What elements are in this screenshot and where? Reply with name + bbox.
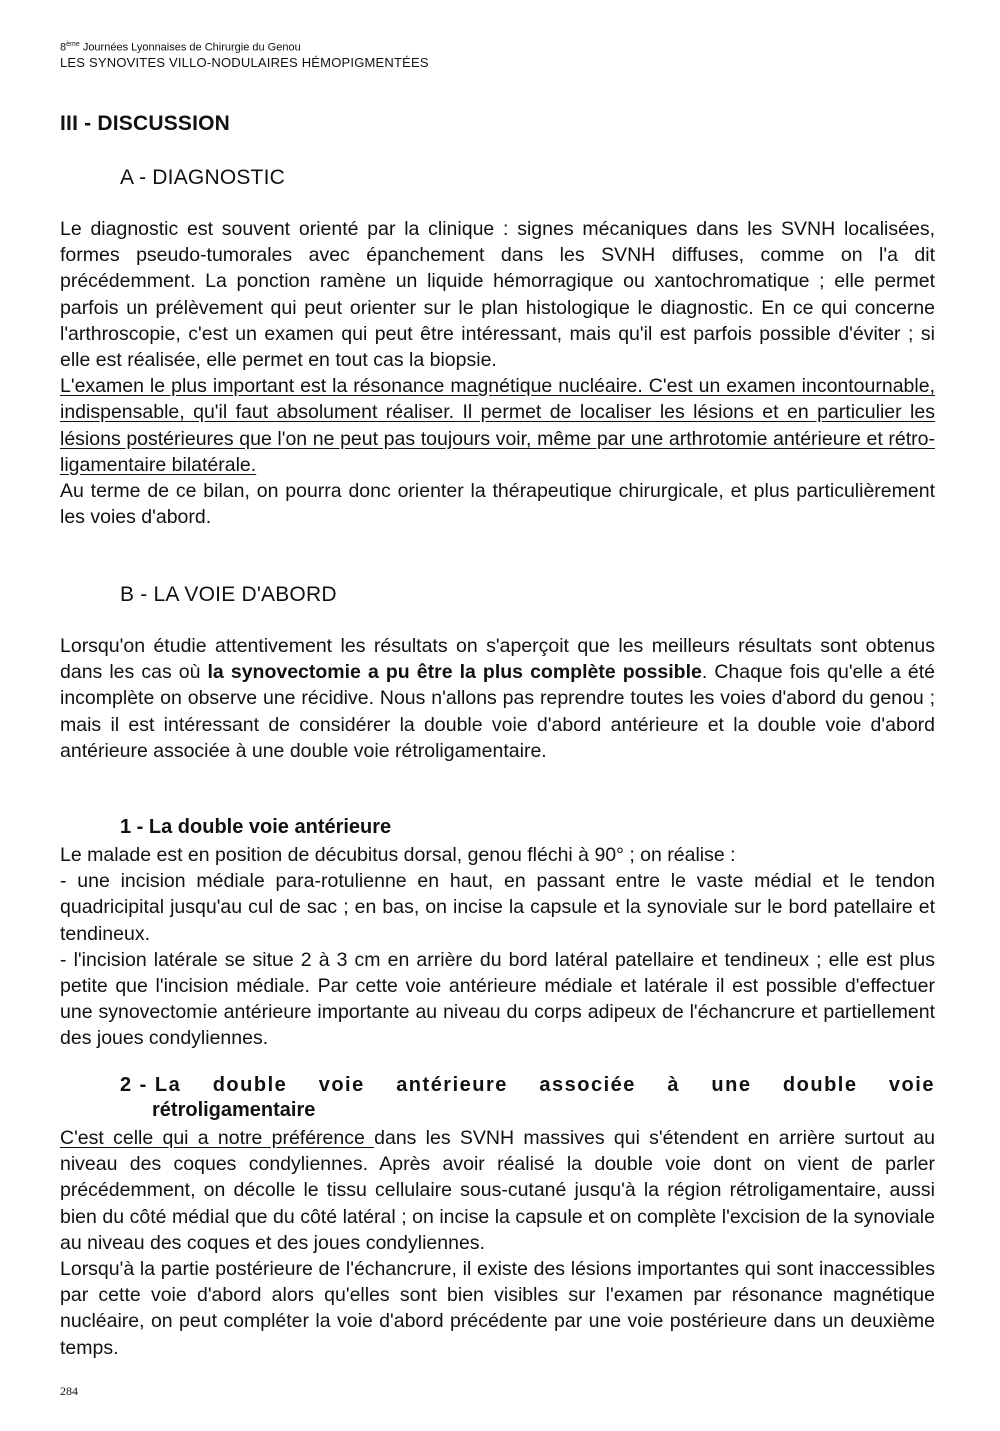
- edition-number: 8: [60, 41, 67, 54]
- sub1-text: [60, 842, 935, 1052]
- sub2-preference: C'est celle qui a notre préférence: [60, 1127, 375, 1149]
- diagnostic-paragraph-conclusion: Au terme de ce bilan, on pourra donc orienter la thérapeutique chirurgicale, et plus particulièrement les voies d'abord.: [60, 480, 935, 529]
- sub2-heading-word: à: [667, 1074, 680, 1096]
- document-title: LES SYNOVITES VILLO-NODULAIRES HÉMOPIGMENTÉES: [60, 54, 429, 70]
- sub1-intro: Le malade est en position de décubitus dorsal, genou fléchi à 90° ; on réalise :: [60, 844, 736, 866]
- page-number: 284: [60, 1384, 78, 1398]
- sub1-medial-incision: - une incision médiale para-rotulienne en haut, en passant entre le vaste médial et le tendon quadricipital jusqu'au cul de sac ; en bas, on incise la capsule et la synoviale sur le bord patellaire et tendineux.: [60, 870, 935, 945]
- sub2-paragraph-2: Lorsqu'à la partie postérieure de l'échancrure, il existe des lésions importantes qui sont inaccessibles par cette voie d'abord alors qu'elles sont bien visibles sur l'examen par résonance magnétique nucléaire, on peut compléter la voie d'abord précédente par une voie postérieure dans un deuxième temps.: [60, 1258, 935, 1359]
- voie-abord-emphasis: la synovectomie a pu être la plus complète possible: [207, 661, 702, 684]
- diagnostic-paragraph-1: Le diagnostic est souvent orienté par la clinique : signes mécaniques dans les SVNH localisées, formes pseudo-tumorales avec épanchement dans les SVNH diffuses, comme on l'a dit précédemment. La ponction ramène un liquide hémorragique ou xantochromatique ; elle permet parfois un prélèvement qui peut orienter sur le plan histologique le diagnostic. En ce qui concerne l'arthroscopie, c'est un examen qui peut être intéressant, mais qu'il est parfois possible d'éviter ; si elle est réalisée, elle permet en tout cas la biopsie.: [60, 218, 935, 372]
- sub2-heading-word: 2 - La: [120, 1074, 182, 1096]
- section-title: III - DISCUSSION: [60, 112, 231, 135]
- edition-suffix: ème: [66, 41, 80, 48]
- sub2-heading-line2: rétroligamentaire: [152, 1099, 316, 1121]
- sub2-heading: [120, 1073, 935, 1123]
- sub2-heading-line1: [120, 1073, 935, 1098]
- conference-name: Journées Lyonnaises de Chirurgie du Genou: [82, 41, 301, 54]
- sub1-lateral-incision: - l'incision latérale se situe 2 à 3 cm en arrière du bord latéral patellaire et tendineux ; elle est plus petite que l'incision médiale. Par cette voie antérieure médiale et latérale il est possible d'effectuer une synovectomie antérieure importante au niveau du corps adipeux de l'échancrure et partiellement des joues condyliennes.: [60, 948, 935, 1050]
- sub2-heading-word: antérieure: [396, 1074, 508, 1096]
- sub1-heading: 1 - La double voie antérieure: [120, 816, 392, 838]
- voie-abord-text-start: Lorsqu'on étudie attentivement les résultats on s'aperçoit que les meilleurs résultats sont obtenus dans les cas où: [60, 635, 935, 684]
- sub2-heading-word: voie: [318, 1074, 365, 1096]
- conference-line: [60, 38, 429, 55]
- sub2-heading-word: double: [212, 1074, 288, 1096]
- sub2-paragraph-1: [60, 1125, 935, 1256]
- sub2-heading-word: une: [711, 1074, 752, 1096]
- sub2-heading-word: voie: [888, 1074, 935, 1096]
- diagnostic-text: [60, 216, 935, 530]
- voie-abord-text-end: . Chaque fois qu'elle a été incomplète on observe une récidive. Nous n'allons pas reprendre toutes les voies d'abord du genou ; mais il est intéressant de considérer la double voie d'abord antérieure et la double voie d'abord antérieure associée à une double voie rétroligamentaire.: [60, 661, 935, 762]
- diagnostic-heading: A - DIAGNOSTIC: [120, 166, 285, 189]
- voie-abord-text: [60, 633, 935, 764]
- sub2-heading-word: associée: [539, 1074, 636, 1096]
- voie-abord-paragraph: [60, 633, 935, 764]
- voie-abord-heading: B - LA VOIE D'ABORD: [120, 583, 337, 606]
- sub2-heading-word: double: [782, 1074, 858, 1096]
- sub2-paragraph-1-rest: dans les SVNH massives qui s'étendent en arrière surtout au niveau des coques condyliennes. Après avoir réalisé la double voie dont on vient de parler précédemment, on décolle le tissu cellulaire sous-cutané jusqu'à la région rétroligamentaire, aussi bien du côté médial que du côté latéral ; on incise la capsule et on complète l'excision de la synoviale au niveau des coques et des joues condyliennes.: [60, 1127, 935, 1254]
- running-header: [60, 38, 429, 71]
- diagnostic-paragraph-irm: L'examen le plus important est la résonance magnétique nucléaire. C'est un examen incontournable, indispensable, qu'il faut absolument réaliser. Il permet de localiser les lésions et en particulier les lésions postérieures que l'on ne peut pas toujours voir, même par une arthrotomie antérieure et rétro-ligamentaire bilatérale.: [60, 375, 935, 476]
- sub2-text: [60, 1125, 935, 1361]
